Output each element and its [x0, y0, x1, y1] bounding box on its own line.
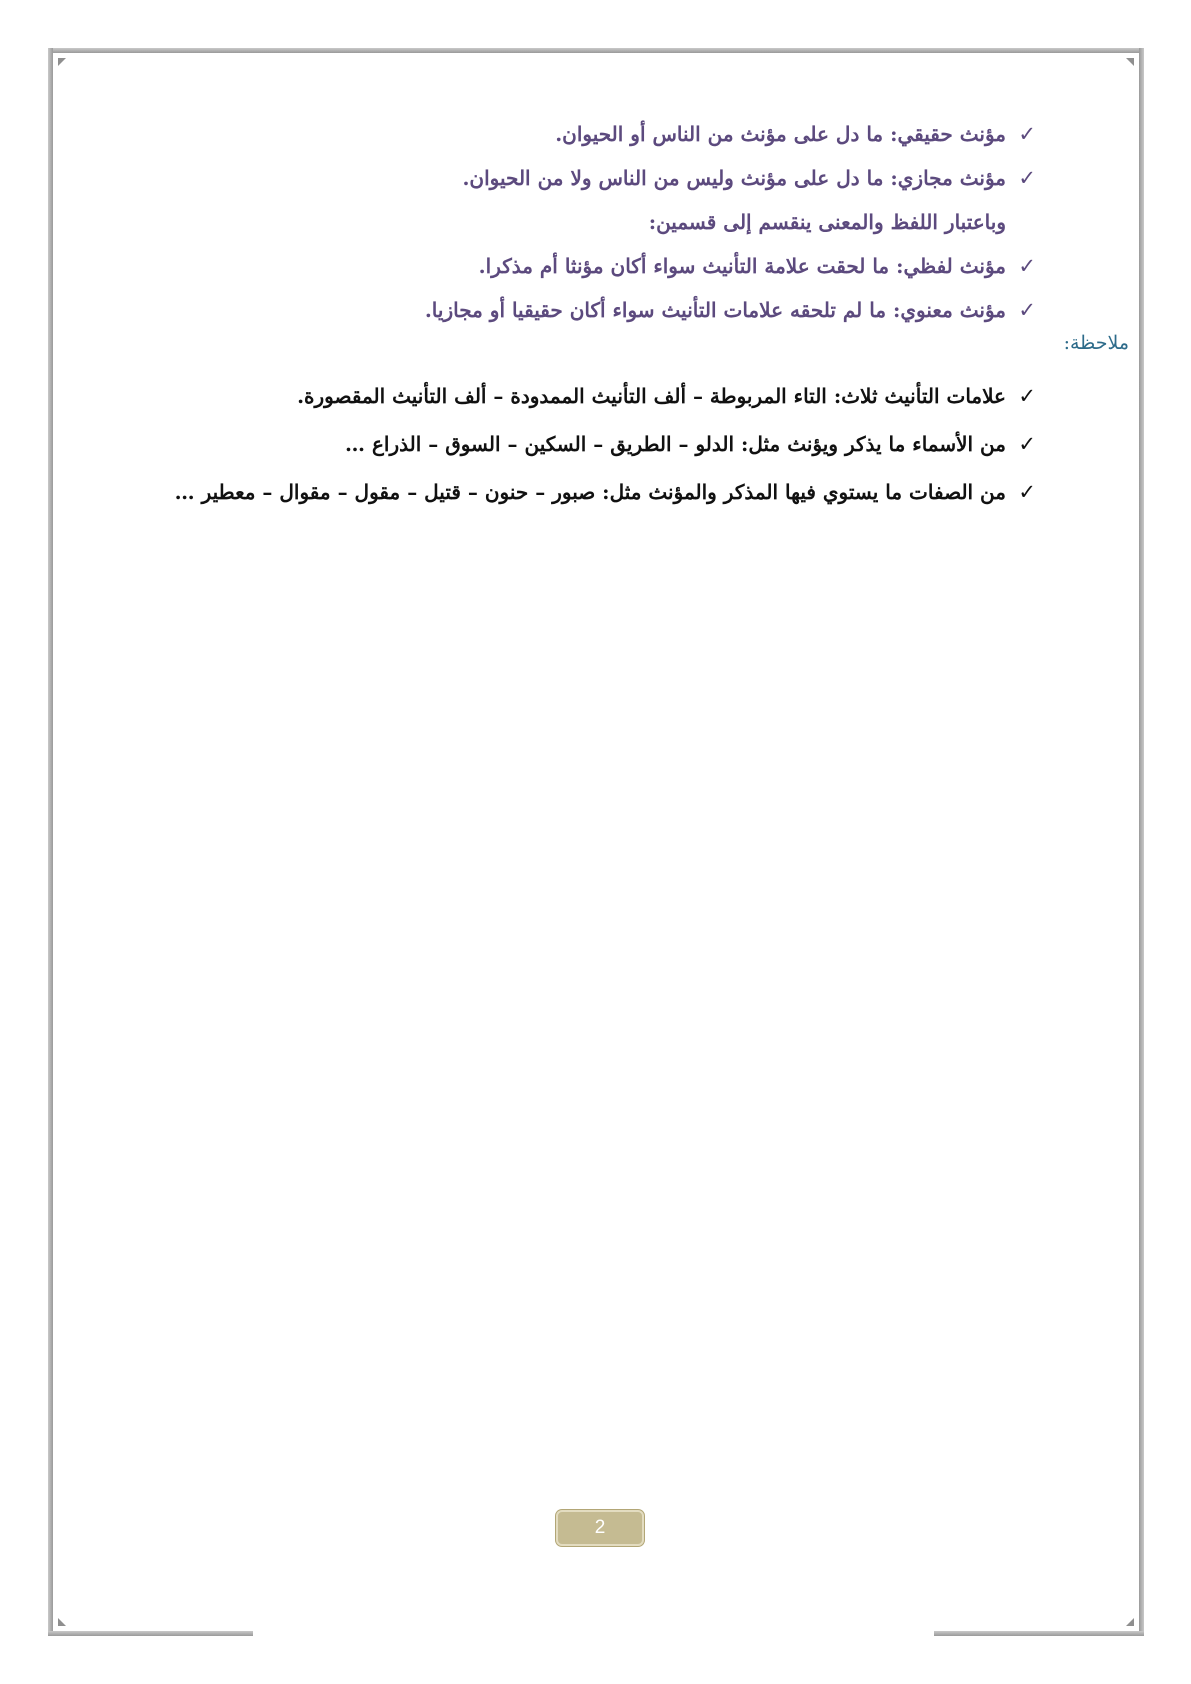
frame-corner-bottom-left: [58, 1618, 66, 1626]
notes-section: [136, 372, 1036, 516]
check-icon: ✓: [1018, 122, 1036, 146]
note-text: من الأسماء ما يذكر ويؤنث مثل: الدلو – الطريق – السكين – السوق – الذراع …: [345, 432, 1006, 456]
check-icon: ✓: [1018, 432, 1036, 456]
page-frame-bottom-right: [934, 1631, 1144, 1636]
frame-corner-top-left: [58, 58, 66, 66]
note-item: [136, 372, 1036, 420]
definition-text: مؤنث حقيقي: ما دل على مؤنث من الناس أو الحيوان.: [555, 122, 1006, 146]
check-icon: ✓: [1018, 298, 1036, 322]
definition-item: [136, 288, 1036, 332]
page-number: 2: [556, 1510, 644, 1546]
page-frame-right: [1139, 48, 1144, 1636]
division-intro: وباعتبار اللفظ والمعنى ينقسم إلى قسمين:: [648, 210, 1006, 234]
check-icon: ✓: [1018, 166, 1036, 190]
definition-item: [136, 244, 1036, 288]
definition-item: [136, 112, 1036, 156]
definition-text: مؤنث مجازي: ما دل على مؤنث وليس من الناس ولا من الحيوان.: [462, 166, 1006, 190]
frame-corner-bottom-right: [1126, 1618, 1134, 1626]
definition-text: مؤنث معنوي: ما لم تلحقه علامات التأنيث سواء أكان حقيقيا أو مجازيا.: [424, 298, 1006, 322]
note-text: من الصفات ما يستوي فيها المذكر والمؤنث مثل: صبور – حنون – قتيل – مقول – مقوال – معطير …: [174, 480, 1006, 504]
note-item: [136, 468, 1036, 516]
check-icon: ✓: [1018, 254, 1036, 278]
definitions-section: [136, 112, 1036, 332]
frame-corner-top-right: [1126, 58, 1134, 66]
page-frame-left: [48, 48, 53, 1636]
note-label: ملاحظة:: [1063, 332, 1129, 354]
page-frame-top: [48, 48, 1144, 53]
check-icon: ✓: [1018, 480, 1036, 504]
page-frame-bottom-left: [48, 1631, 253, 1636]
definition-item: [136, 156, 1036, 200]
check-icon: ✓: [1018, 384, 1036, 408]
definition-text: مؤنث لفظي: ما لحقت علامة التأنيث سواء أكان مؤنثا أم مذكرا.: [478, 254, 1006, 278]
note-item: [136, 420, 1036, 468]
note-text: علامات التأنيث ثلاث: التاء المربوطة – ألف التأنيث الممدودة – ألف التأنيث المقصورة.: [297, 384, 1006, 408]
